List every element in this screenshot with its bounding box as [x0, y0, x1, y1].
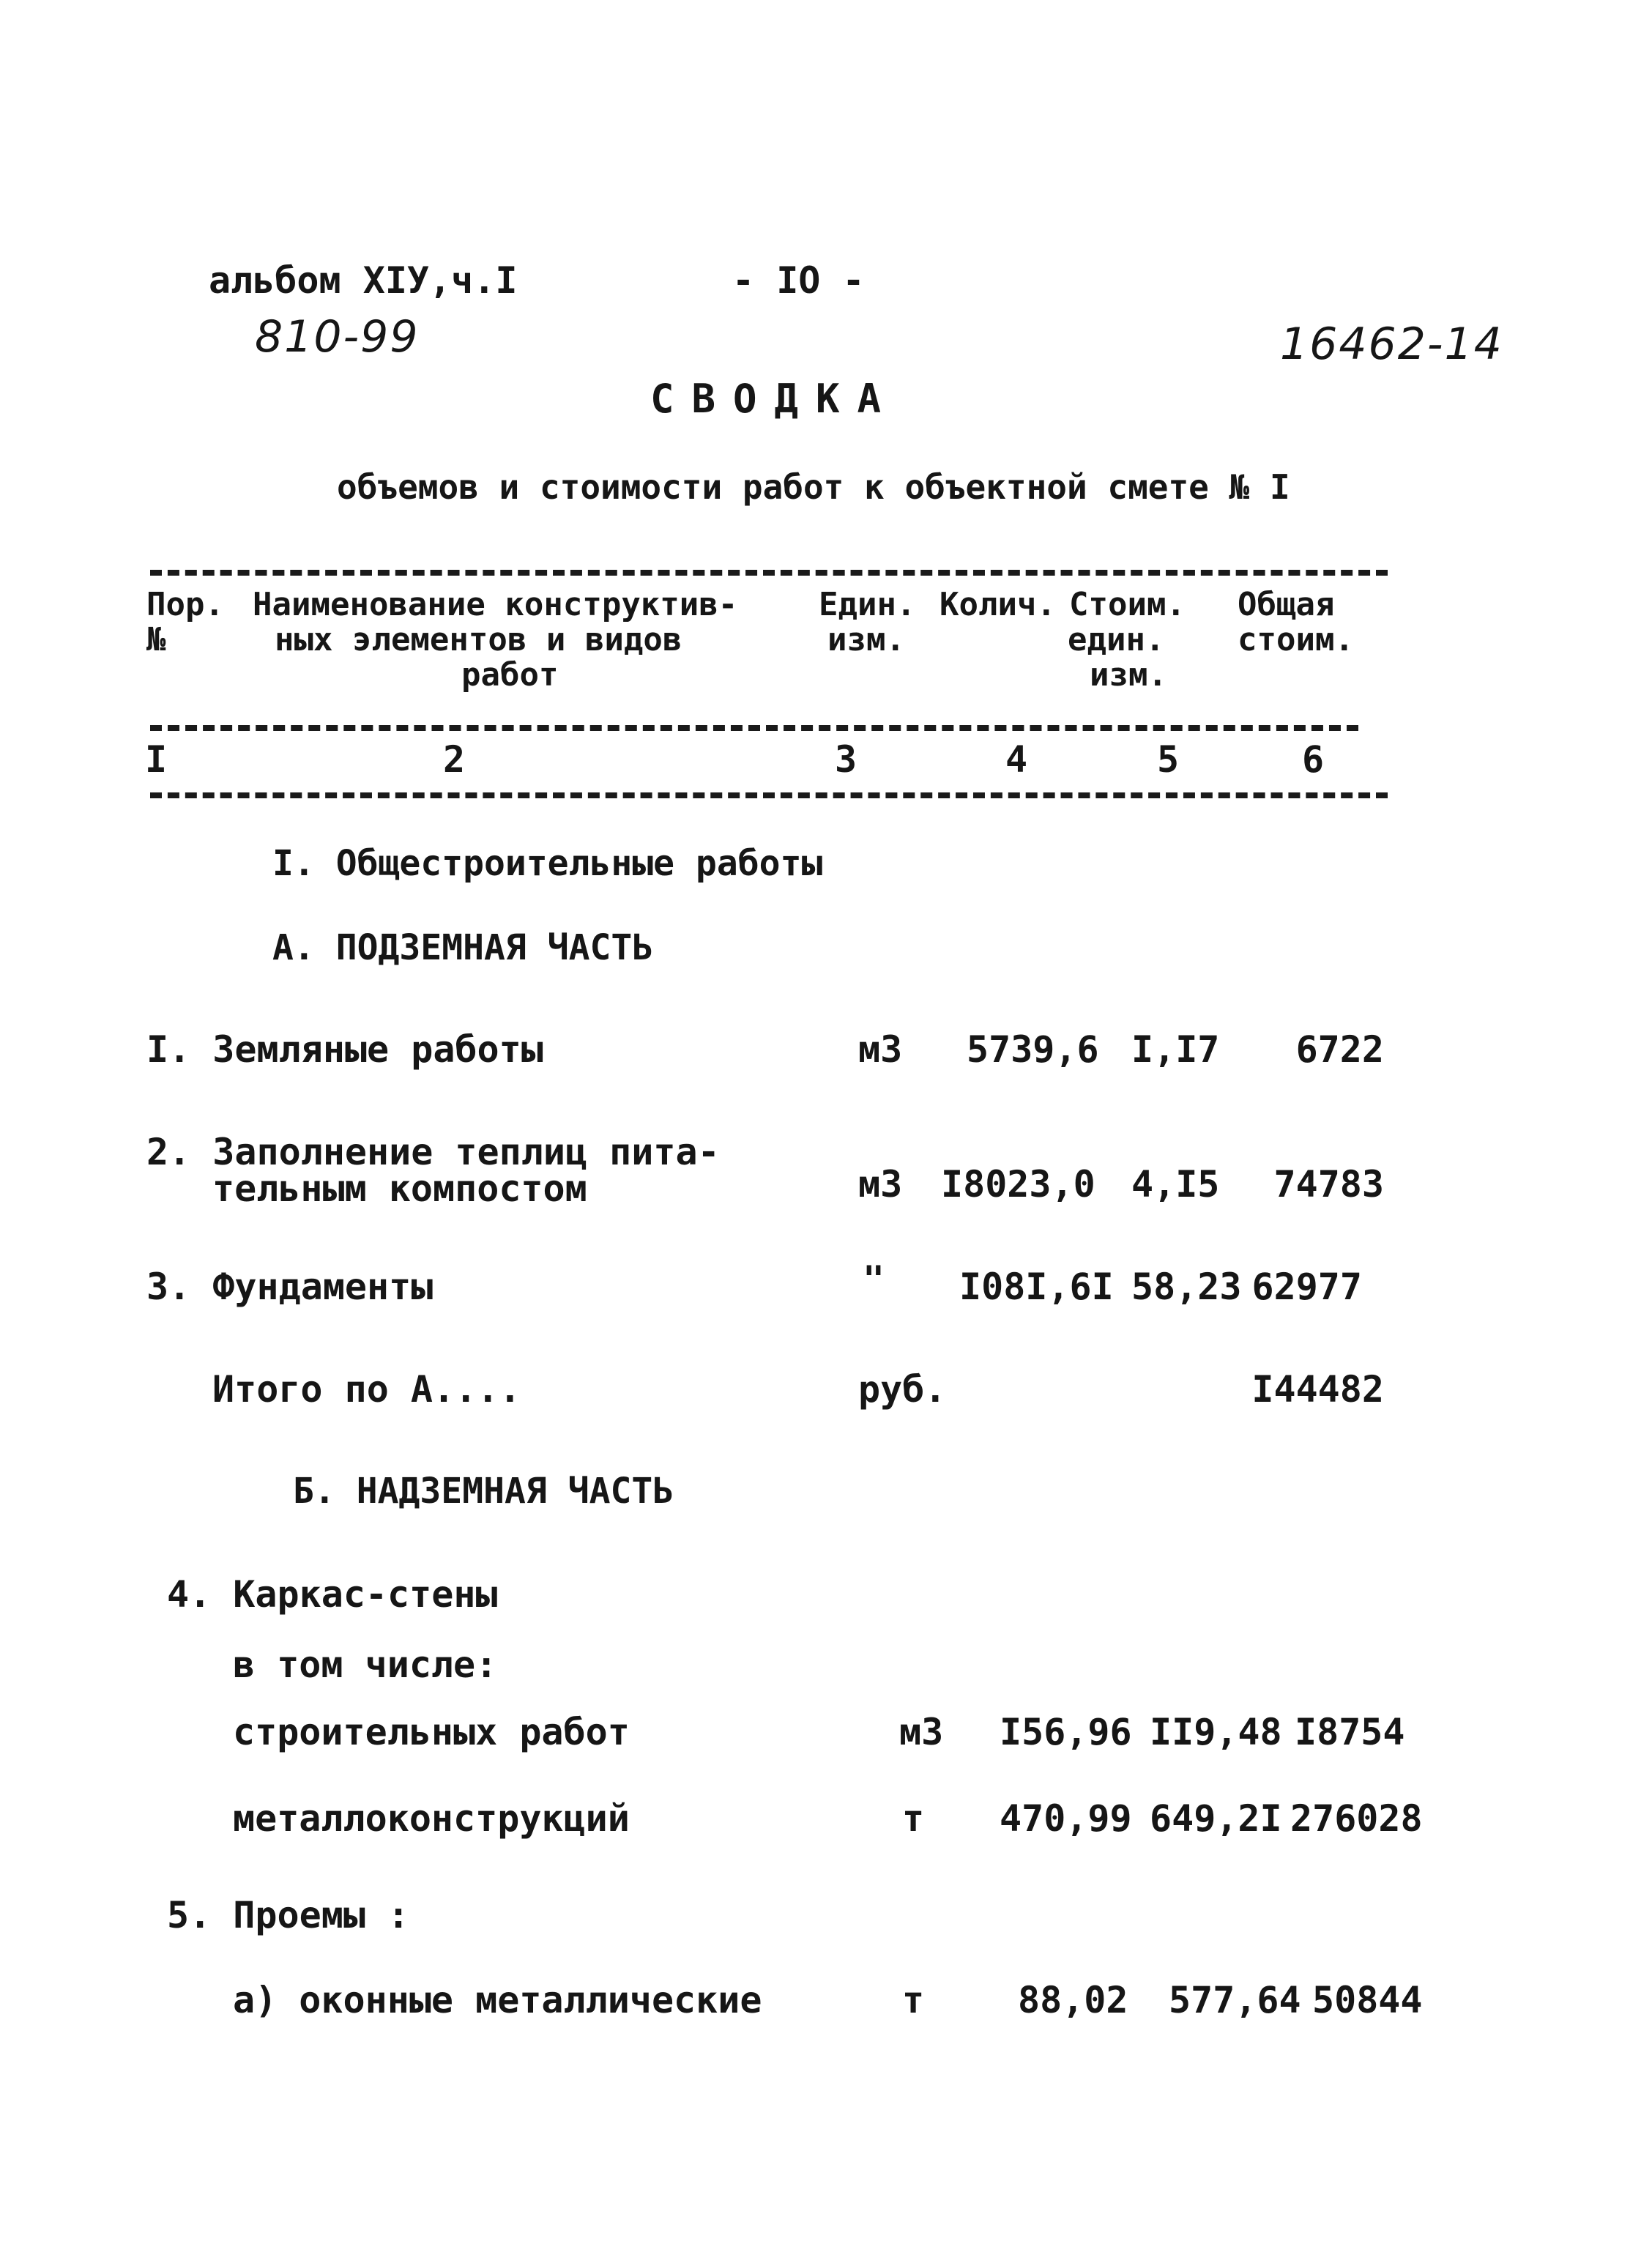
row-4a-unit: м3 — [899, 1711, 944, 1753]
header-col6-line2: стоим. — [1238, 621, 1354, 658]
row-2-name-line1: 2. Заполнение теплиц пита- — [146, 1131, 720, 1173]
document-subtitle: объемов и стоимости работ к объектной смете № I — [337, 467, 1290, 507]
subtotal-a-unit: руб. — [858, 1368, 947, 1411]
header-col4-line1: Колич. — [940, 586, 1056, 623]
header-col2-line1: Наименование конструктив- — [253, 586, 738, 623]
row-1-name: I. Земляные работы — [146, 1028, 543, 1071]
column-number-3: 3 — [835, 738, 857, 781]
header-rule-bottom — [150, 792, 1388, 798]
header-col1-line1: Пор. — [146, 586, 224, 623]
row-5-name: 5. Проемы : — [167, 1894, 410, 1936]
header-col2-line2: ных элементов и видов — [275, 621, 682, 658]
header-col2-line3: работ — [461, 656, 559, 694]
row-4b-name: металлоконструкций — [233, 1797, 630, 1840]
row-4a-name: строительных работ — [233, 1711, 630, 1753]
row-4-including: в том числе: — [233, 1643, 498, 1686]
header-rule-middle — [150, 725, 1358, 731]
row-2-unit: м3 — [858, 1163, 903, 1206]
column-number-2: 2 — [443, 738, 466, 781]
row-5a-qty: 88,02 — [1018, 1979, 1128, 2021]
row-3-unit: " — [863, 1258, 885, 1301]
row-5a-unit-cost: 577,64 — [1169, 1979, 1301, 2021]
subtotal-a-total: I44482 — [1251, 1368, 1384, 1411]
row-1-qty: 5739,6 — [967, 1028, 1099, 1071]
row-4a-unit-cost: II9,48 — [1150, 1711, 1282, 1753]
row-4b-unit: т — [902, 1797, 925, 1840]
album-reference: альбом XIУ,ч.I — [209, 259, 518, 302]
row-4a-qty: I56,96 — [1000, 1711, 1132, 1753]
row-2-qty: I8023,0 — [941, 1163, 1095, 1206]
row-4b-unit-cost: 649,2I — [1150, 1797, 1282, 1840]
row-5a-unit: т — [902, 1979, 925, 2021]
row-1-total: 6722 — [1295, 1028, 1384, 1071]
row-2-total: 74783 — [1273, 1163, 1384, 1206]
row-1-unit: м3 — [858, 1028, 903, 1071]
header-col5-line1: Стоим. — [1069, 586, 1186, 623]
header-col3-line2: изм. — [827, 621, 905, 658]
page-number: - IO - — [732, 259, 865, 302]
section-general-works: I. Общестроительные работы — [272, 843, 823, 884]
column-number-6: 6 — [1302, 738, 1325, 781]
column-number-1: I — [145, 738, 168, 781]
header-col3-line1: Един. — [819, 586, 916, 623]
subtotal-a-label: Итого по А.... — [212, 1368, 521, 1411]
row-4a-total: I8754 — [1295, 1711, 1405, 1753]
row-3-qty: I08I,6I — [959, 1266, 1114, 1308]
row-1-unit-cost: I,I7 — [1131, 1028, 1220, 1071]
row-4-name: 4. Каркас-стены — [167, 1573, 498, 1616]
header-col5-line2: един. — [1068, 621, 1165, 658]
row-2-unit-cost: 4,I5 — [1131, 1163, 1220, 1206]
handwritten-code-left: 810-99 — [255, 311, 420, 363]
section-part-b: Б. НАДЗЕМНАЯ ЧАСТЬ — [293, 1471, 674, 1512]
row-4b-qty: 470,99 — [1000, 1797, 1132, 1840]
handwritten-code-right: 16462-14 — [1280, 319, 1503, 370]
header-col1-line2: № — [146, 621, 166, 658]
document-title: СВОДКА — [650, 376, 899, 422]
column-number-4: 4 — [1005, 738, 1028, 781]
row-5a-name: а) оконные металлические — [233, 1979, 762, 2021]
column-number-5: 5 — [1157, 738, 1180, 781]
row-3-name: 3. Фундаменты — [146, 1266, 434, 1308]
header-rule-top — [150, 570, 1388, 576]
header-col6-line1: Общая — [1238, 586, 1335, 623]
section-part-a: А. ПОДЗЕМНАЯ ЧАСТЬ — [272, 927, 654, 968]
row-4b-total: 276028 — [1290, 1797, 1423, 1840]
row-2-name-line2: тельным компостом — [212, 1167, 587, 1210]
header-col5-line3: изм. — [1090, 656, 1167, 694]
row-3-unit-cost: 58,23 — [1131, 1266, 1242, 1308]
row-5a-total: 50844 — [1312, 1979, 1423, 2021]
row-3-total: 62977 — [1251, 1266, 1362, 1308]
